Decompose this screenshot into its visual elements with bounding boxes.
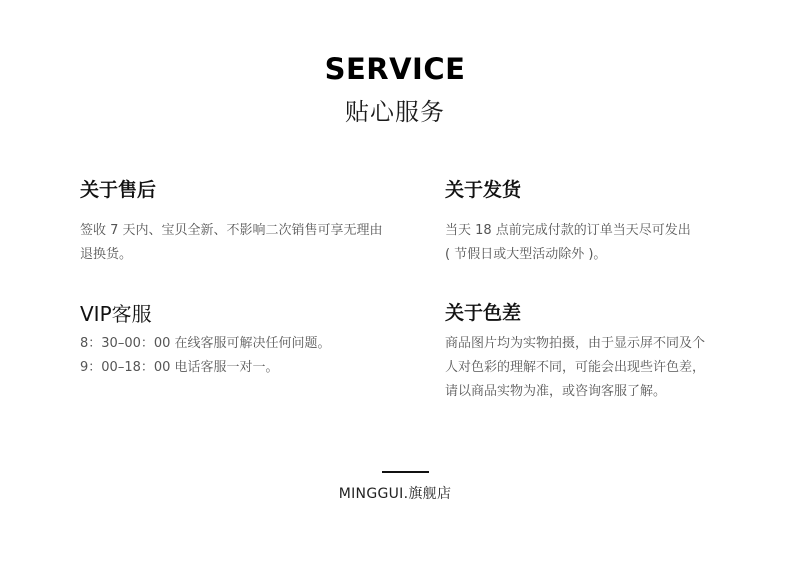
section-line: 9：00–18：00 电话客服一对一。 <box>80 360 279 375</box>
section-line: 商品图片均为实物拍摄，由于显示屏不同及个 <box>445 336 706 351</box>
section-line: 8：30–00：00 在线客服可解决任何问题。 <box>80 336 331 351</box>
section-line: 签收 7 天内、宝贝全新、不影响二次销售可享无理由 <box>80 223 383 238</box>
section-line: 当天 18 点前完成付款的订单当天尽可发出 <box>445 223 691 238</box>
section-line: 请以商品实物为准，或咨询客服了解。 <box>445 384 667 399</box>
section-shipping <box>445 175 765 267</box>
section-body <box>80 219 400 267</box>
section-line: 人对色彩的理解不同，可能会出现些许色差， <box>445 360 706 375</box>
footer-brand: MINGGUI.旗舰店 <box>338 486 452 502</box>
footer-divider <box>382 471 429 473</box>
section-line: 退换货。 <box>80 247 133 262</box>
section-heading: 关于发货 <box>445 179 522 201</box>
section-vip-service <box>80 298 400 380</box>
page-title-english: SERVICE <box>324 52 466 86</box>
section-heading: VIP客服 <box>80 302 152 326</box>
section-body <box>445 332 765 404</box>
section-body <box>445 219 765 267</box>
section-body <box>80 332 400 380</box>
section-heading: 关于色差 <box>445 302 522 324</box>
section-heading: 关于售后 <box>80 179 157 201</box>
section-line: ( 节假日或大型活动除外 )。 <box>445 247 607 262</box>
section-color-difference <box>445 298 765 404</box>
page-title-chinese: 贴心服务 <box>345 98 445 126</box>
section-after-sales <box>80 175 400 267</box>
